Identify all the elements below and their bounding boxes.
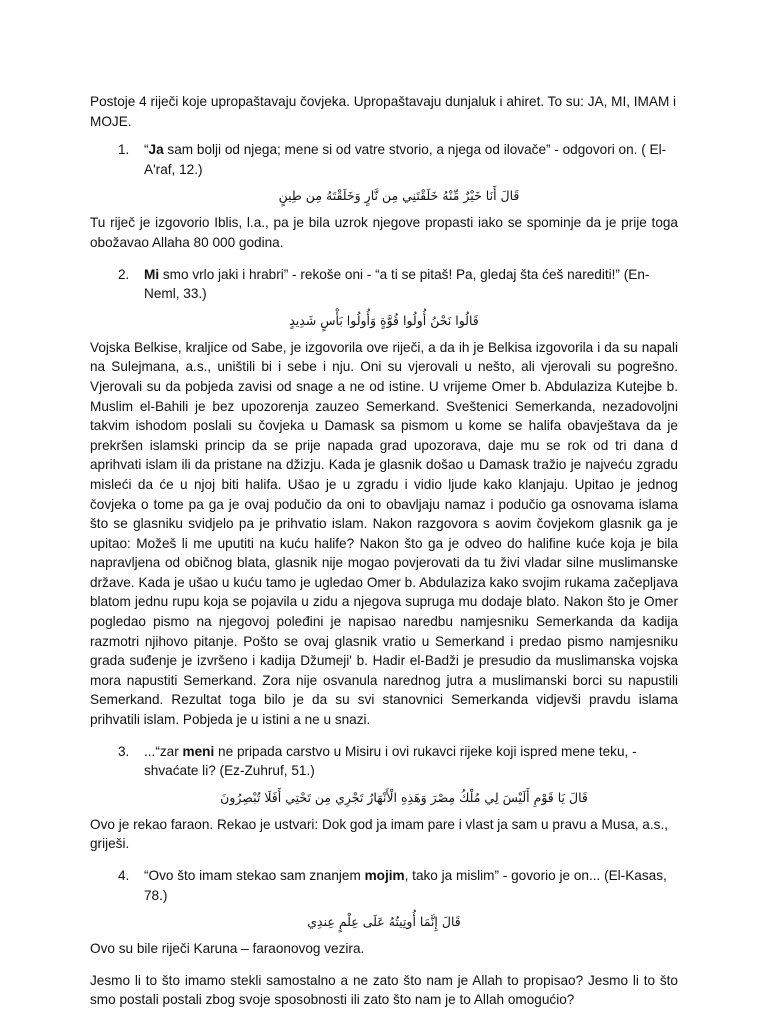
- quote-open: ...“zar: [144, 743, 183, 759]
- intro-paragraph: Postoje 4 riječi koje upropaštavaju čovjeka. Upropaštavaju dunjaluk i ahiret. To su: JA, MI, IMAM i MOJE.: [90, 94, 677, 129]
- paragraph-belkisa: Vojska Belkise, kraljice od Sabe, je izgovorila ove riječi, a da ih je Belkisa izgovorila i da su napali na Sulejmana, a.s., uništili bi i sebe i nju. Oni su vjerovali u nešto, ali vjerovali su pogrešno. Vjerovali su da pobjeda zavisi od snage a ne od istine. U vrijeme Omer b. Abdulaziza Kutejbe b. Muslim el-Bahili je bez upozorenja zauzeo Semerkand. Sveštenici Semerkanda, nezadovoljni takvim ishodom poslali su čovjeka u Damask sa pismom u kome se halifa obavještava da je prekršen islamski princip da se prije napada grad upozorava, daje mu se rok od tri dana d aprihvati islam ili da pristane na džizju. Kada je glasnik došao u Damask tražio je najveću zgradu misleći da će u njoj biti halifa. Ušao je u zgradu i vidio ljude kako klanjaju. Upitao je jednog čovjeka o tome pa ga je ovaj podučio da oni to obavljaju namaz i podučio ga osnovama islama što se glasniku svidjelo pa je prihvatio islam. Nakon razgovora s aovim čovjekom glasnik ga je upitao: Možeš li me uputiti na kuću halife? Nakon što ga je odveo do halifine kuće koja je bila napravljena od običnog blata, glasnik nije mogao povjerovati da tu živi vladar silne muslimanske države. Kada je ušao u kuću tamo je ugledao Omer b. Abdulaziza kako svojim rukama začepljava blatom jednu rupu koja se pojavila u zidu a njegova supruga mu dodaje blato. Nakon što je Omer pogledao pismo na njegovoj poleđini je napisao naredbu namjesniku Semerkanda da kadija razmotri njihovo pitanje. Pošto se ovaj glasnik vratio u Semerkand i predao pismo namjesniku grada suđenje je izvršeno i kadija Džumeji' b. Hadir el-Badži je presudio da muslimanska vojska mora napustiti Semerkand. Zora nije osvanula narednog jutra a muslimanski borci su napustili Semerkand. Rezultat toga bilo je da su svi stanovnici Semerkanda vidjevši pravdu islama prihvatili islam. Pobjeda je u istini a ne u snazi.: [90, 339, 678, 728]
- arabic-verse-1: قَالَ أَنَا خَيْرٌ مِّنْهُ خَلَقْتَنِي مِن نَّارٍ وَخَلَقْتَهُ مِن طِينٍ: [278, 188, 520, 204]
- keyword-bold: mojim: [364, 868, 405, 883]
- quote-open: “: [144, 142, 149, 158]
- quote-rest: smo vrlo jaki i hrabri” - rekoše oni - “a ti se pitaš! Pa, gledaj šta ćeš narediti!” (En-Neml, 33.): [144, 266, 650, 302]
- list-text: [144, 742, 678, 781]
- quote-rest: sam bolji od njega; mene si od vatre stvorio, a njega od ilovače” - odgovori on. ( El-A'raf, 12.): [144, 142, 667, 177]
- list-text: [144, 140, 678, 179]
- paragraph-final: Jesmo li to što imamo stekli samostalno a ne zato što nam je Allah to propisao? Jesmo li to što smo postali postali zbog svoje sposobnosti ili zato što nam je to Allah omogućio?: [90, 972, 678, 1008]
- list-text: [144, 265, 678, 304]
- list-item-1: [118, 140, 678, 179]
- list-item-4: [118, 866, 678, 905]
- list-number: 3.: [118, 743, 130, 759]
- quote-rest: , tako ja mislim” - govorio je on... (El-Kasas, 78.): [144, 868, 667, 903]
- list-number: 4.: [118, 868, 130, 883]
- keyword-bold: Mi: [144, 266, 160, 282]
- arabic-verse-3: قَالَ يَا قَوْمِ أَلَيْسَ لِي مُلْكُ مِصْرَ وَهَذِهِ الْأَنْهَارُ تَجْرِي مِن تَحْتِي أَفَلَا تُبْصِرُونَ: [220, 789, 588, 805]
- arabic-verse-2: قَالُوا نَحْنُ أُولُوا قُوَّةٍ وَأُولُوا بَأْسٍ شَدِيدٍ: [289, 312, 479, 328]
- paragraph-faraon: Ovo je rekao faraon. Rekao je ustvari: Dok god ja imam pare i vlast ja sam u pravu a Musa, a.s., griješi.: [90, 816, 668, 852]
- keyword-bold: Ja: [148, 142, 164, 158]
- list-text: [144, 866, 678, 905]
- arabic-verse-4: قَالَ إِنَّمَا أُوتِيتُهُ عَلَى عِلْمٍ عِندِي: [307, 914, 461, 930]
- list-item-2: [118, 265, 678, 304]
- keyword-bold: meni: [182, 743, 215, 759]
- paragraph-iblis: Tu riječ je izgovorio Iblis, l.a., pa je bila uzrok njegove propasti iako se spominje da je prije toga obožavao Allaha 80 000 godina.: [90, 215, 678, 250]
- paragraph-karun: Ovo su bile riječi Karuna – faraonovog vezira.: [90, 941, 365, 957]
- quote-rest: ne pripada carstvo u Misiru i ovi rukavci rijeke koji ispred mene teku, - shvaćate li? (Ez-Zuhruf, 51.): [144, 743, 637, 779]
- list-number: 1.: [118, 142, 130, 158]
- document-page: [90, 92, 678, 1010]
- quote-open: “Ovo što imam stekao sam znanjem: [144, 868, 365, 883]
- list-item-3: [118, 742, 678, 781]
- list-number: 2.: [118, 266, 130, 282]
